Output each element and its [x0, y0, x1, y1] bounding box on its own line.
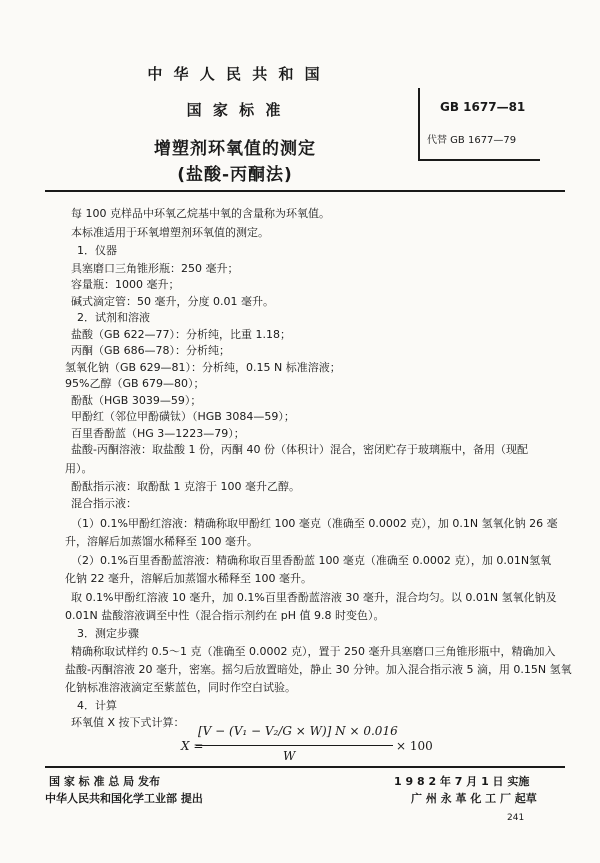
standard-number-box [418, 88, 540, 161]
body-line: 化钠 22 毫升，溶解后加蒸馏水稀释至 100 毫升。 [65, 572, 312, 585]
body-line: 盐酸-丙酮溶液：取盐酸 1 份，丙酮 40 份（体积计）混合，密闭贮存于玻璃瓶中，备用（现配 [71, 443, 528, 456]
body-line: 盐酸（GB 622—77）：分析纯，比重 1.18； [71, 328, 292, 341]
replaces-standard: 代替 GB 1677—79 [427, 135, 517, 146]
formula-multiplier: × 100 [396, 739, 433, 753]
formula-lhs: X = [181, 739, 204, 753]
country-heading: 中 华 人 民 共 和 国 [147, 65, 323, 83]
epoxy-value-formula [181, 722, 521, 772]
document-title: 增塑剂环氧值的测定 [154, 139, 316, 159]
standard-type-heading: 国 家 标 准 [186, 101, 284, 119]
body-line: 混合指示液： [71, 497, 137, 510]
page-number: 241 [507, 813, 525, 823]
fraction-bar [196, 745, 393, 746]
body-line: 用）。 [65, 462, 93, 475]
body-line: 酚酞指示液：取酚酞 1 克溶于 100 毫升乙醇。 [71, 480, 300, 493]
body-line: 精确称取试样约 0.5～1 克（准确至 0.0002 克），置于 250 毫升具塞磨口三角锥形瓶中，精确加入 [71, 645, 556, 658]
body-line: 升，溶解后加蒸馏水稀释至 100 毫升。 [65, 535, 258, 548]
body-line: 丙酮（GB 686—78）：分析纯； [71, 344, 231, 357]
body-line: 甲酚红（邻位甲酚磺钛）（HGB 3084—59）； [71, 410, 295, 423]
body-line: 每 100 克样品中环氧乙烷基中氧的含量称为环氧值。 [71, 207, 330, 220]
body-line: 酚酞（HGB 3039—59）； [71, 394, 202, 407]
section-heading: 1．仪器 [77, 244, 117, 257]
body-line: 本标准适用于环氧增塑剂环氧值的测定。 [71, 226, 269, 239]
header-divider [45, 190, 565, 192]
section-heading: 4．计算 [77, 699, 117, 712]
issuer: 国 家 标 准 总 局 发布 [49, 775, 160, 788]
document-subtitle: (盐酸-丙酮法) [177, 165, 293, 185]
body-line: 百里香酚蓝（HG 3—1223—79）； [71, 427, 245, 440]
body-line: 具塞磨口三角锥形瓶：250 毫升； [71, 262, 239, 275]
body-line: 化钠标准溶液滴定至紫蓝色，同时作空白试验。 [65, 681, 296, 694]
body-line: 碱式滴定管：50 毫升，分度 0.01 毫升。 [71, 295, 274, 308]
section-heading: 3．测定步骤 [77, 627, 139, 640]
effective-date: 1 9 8 2 年 7 月 1 日 实施 [394, 775, 530, 788]
body-line: （2）0.1%百里香酚蓝溶液：精确称取百里香酚蓝 100 毫克（准确至 0.0002 克），加 0.01N氢氧 [71, 554, 552, 567]
body-line: 容量瓶：1000 毫升； [71, 278, 180, 291]
body-line: 氢氧化钠（GB 629—81）：分析纯，0.15 N 标准溶液； [65, 361, 341, 374]
formula-denominator: W [283, 749, 296, 763]
proposer: 中华人民共和国化学工业部 提出 [45, 792, 203, 805]
footer-divider [45, 766, 565, 768]
standard-number: GB 1677—81 [440, 100, 526, 114]
body-line: （1）0.1%甲酚红溶液：精确称取甲酚红 100 毫克（准确至 0.0002 克），加 0.1N 氢氧化钠 26 毫 [71, 517, 558, 530]
body-line: 盐酸-丙酮溶液 20 毫升，密塞。摇匀后放置暗处，静止 30 分钟。加入混合指示液 5 滴，用 0.15N 氢氧 [65, 663, 572, 676]
body-line: 0.01N 盐酸溶液调至中性（混合指示剂约在 pH 值 9.8 时变色）。 [65, 609, 385, 622]
body-line: 95%乙醇（GB 679—80）； [65, 377, 205, 390]
body-line: 环氧值 X 按下式计算： [71, 716, 185, 729]
body-line: 取 0.1%甲酚红溶液 10 毫升，加 0.1%百里香酚蓝溶液 30 毫升，混合均匀。以 0.01N 氢氧化钠及 [71, 591, 557, 604]
section-heading: 2．试剂和溶液 [77, 311, 150, 324]
formula-numerator: [V − (V₁ − V₂/G × W)] N × 0.016 [198, 724, 398, 738]
drafter: 广 州 永 革 化 工 厂 起草 [411, 792, 537, 805]
